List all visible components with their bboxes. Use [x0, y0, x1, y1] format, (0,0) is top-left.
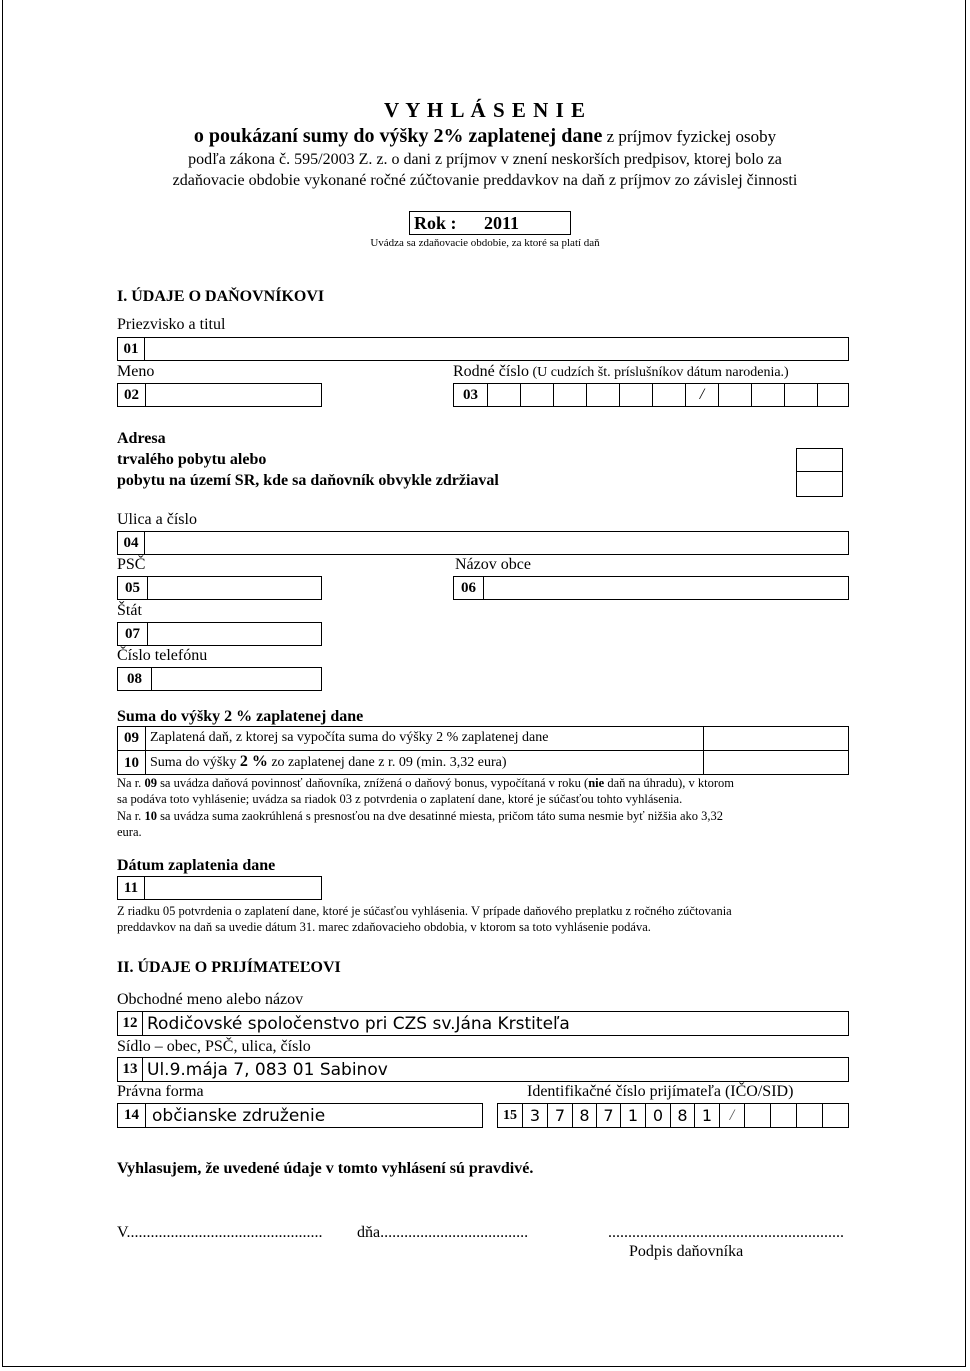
field-number-03: 03 [454, 384, 488, 406]
birth-cell[interactable] [620, 384, 653, 406]
field-number-06: 06 [454, 577, 484, 599]
phone-label: Číslo telefónu [117, 647, 208, 664]
birth-number-field[interactable] [453, 383, 849, 407]
recipient-name-value: Rodičovské spoločenstvo pri CZS sv.Jána Krstiteľa [147, 1013, 570, 1034]
field-number-12: 12 [118, 1012, 143, 1035]
header-line-3: zdaňovacie obdobie vykonané ročné zúčtovanie preddavkov na daň z príjmov zo závislej činnosti [172, 172, 798, 189]
pay-date-note-1: Z riadku 05 potvrdenia o zaplatení dane, ktoré je súčasťou vyhlásenia. V prípade daňového preplatku z ročného zúčtovania [117, 904, 732, 918]
legal-form-label: Právna forma [117, 1083, 204, 1100]
field-number-01: 01 [118, 338, 145, 360]
note1d: nie [588, 776, 605, 790]
birth-number-label [453, 363, 789, 381]
sum-note-4: eura. [117, 825, 142, 839]
pay-date-title: Dátum zaplatenia dane [117, 857, 276, 874]
field-number-15: 15 [498, 1104, 523, 1127]
year-note: Uvádza sa zdaňovacie obdobie, za ktoré sa platí daň [370, 237, 600, 249]
ico-digit[interactable] [745, 1104, 771, 1127]
address-checkbox-permanent[interactable] [796, 448, 843, 472]
birth-cell[interactable] [785, 384, 818, 406]
city-field[interactable] [453, 576, 849, 600]
address-line-3: pobytu na území SR, kde sa daňovník obvykle zdržiaval [117, 472, 499, 489]
sum-value-column[interactable] [703, 727, 704, 774]
row-10-a: Suma do výšky [150, 755, 240, 770]
section-1-title: I. ÚDAJE O DAŇOVNÍKOVI [117, 288, 325, 305]
ico-slash: / [720, 1104, 745, 1127]
sum-table-divider [118, 750, 848, 751]
phone-field[interactable] [117, 667, 322, 691]
date-field[interactable]: dňa..................................... [357, 1224, 529, 1241]
place-field[interactable]: V................................................. [117, 1224, 323, 1241]
header-line-2: podľa zákona č. 595/2003 Z. z. o dani z príjmov v znení neskorších predpisov, ktorej bolo za [188, 151, 782, 168]
ico-digit[interactable] [771, 1104, 797, 1127]
birth-cell[interactable] [653, 384, 686, 406]
field-number-04: 04 [118, 532, 145, 554]
note1e: daň na úhradu), v ktorom [604, 776, 735, 790]
sum-note-1 [117, 775, 734, 791]
address-checkbox-residence[interactable] [796, 471, 843, 497]
field-number-10: 10 [118, 751, 146, 775]
sum-table [117, 726, 849, 775]
birth-cell[interactable] [752, 384, 785, 406]
ico-label: Identifikačné číslo prijímateľa (IČO/SID) [527, 1083, 794, 1100]
subtitle-rest: z príjmov fyzickej osoby [602, 127, 777, 146]
ico-digit[interactable] [823, 1104, 848, 1127]
form-subtitle [0, 125, 970, 148]
address-line-1: Adresa [117, 430, 166, 447]
section-2-title: II. ÚDAJE O PRIJÍMATEĽOVI [117, 959, 341, 976]
recipient-name-label: Obchodné meno alebo názov [117, 991, 304, 1008]
note1a: Na r. [117, 776, 145, 790]
sum-title: Suma do výšky 2 % zaplatenej dane [117, 708, 364, 725]
street-label: Ulica a číslo [117, 511, 197, 528]
surname-label: Priezvisko a titul [117, 316, 226, 333]
note1c: sa uvádza daňová povinnosť daňovníka, znížená o daňový bonus, vypočítaná v roku ( [156, 776, 589, 790]
ico-digit[interactable]: 1 [621, 1104, 646, 1127]
year-box[interactable] [409, 211, 571, 235]
field-number-08: 08 [118, 668, 152, 690]
ico-digit[interactable] [797, 1104, 823, 1127]
street-field[interactable] [117, 531, 849, 555]
ico-digit[interactable]: 8 [573, 1104, 597, 1127]
birth-cell[interactable] [719, 384, 752, 406]
birth-label-note: (U cudzích št. príslušníkov dátum narodenia.) [529, 365, 789, 380]
sum-note-3 [117, 808, 723, 824]
year-label: Rok : [414, 213, 457, 233]
ico-digit[interactable]: 7 [548, 1104, 573, 1127]
psc-label: PSČ [117, 556, 146, 573]
birth-cell[interactable] [587, 384, 620, 406]
row-10-b: zo zaplatenej dane z r. 09 (min. 3,32 eura) [267, 755, 507, 770]
recipient-name-field[interactable] [117, 1011, 849, 1036]
row-09-label: Zaplatená daň, z ktorej sa vypočíta suma do výšky 2 % zaplatenej dane [150, 730, 549, 745]
field-number-14: 14 [118, 1104, 146, 1127]
year-value: 2011 [484, 213, 520, 233]
birth-cell[interactable] [521, 384, 554, 406]
legal-form-value: občianske združenie [152, 1105, 326, 1126]
pay-date-note-2: preddavkov na daň sa uvedie dátum 31. marec zdaňovacieho obdobia, v ktorom sa toto vyhlásenie podáva. [117, 920, 651, 934]
sum-note-2: sa podáva toto vyhlásenie; uvádza sa riadok 03 z potvrdenia o zaplatení dane, ktoré je súčasťou tohto vyhlásenia. [117, 792, 683, 806]
state-field[interactable] [117, 622, 322, 646]
note3b: 10 [144, 809, 157, 823]
form-title: V Y H L Á S E N I E [383, 98, 587, 122]
address-line-2: trvalého pobytu alebo [117, 451, 267, 468]
ico-digit[interactable]: 1 [695, 1104, 720, 1127]
field-number-05: 05 [118, 577, 148, 599]
field-number-11: 11 [118, 877, 145, 899]
birth-label-main: Rodné číslo [453, 363, 529, 380]
recipient-seat-label: Sídlo – obec, PSČ, ulica, číslo [117, 1038, 311, 1055]
state-label: Štát [117, 602, 142, 619]
ico-field[interactable] [497, 1103, 849, 1128]
field-number-09: 09 [118, 727, 146, 750]
birth-cell[interactable] [488, 384, 521, 406]
signature-label: Podpis daňovníka [629, 1243, 744, 1260]
subtitle-bold: o poukázaní sumy do výšky 2% zaplatenej dane [193, 125, 603, 147]
first-name-field[interactable] [117, 383, 322, 407]
ico-digit[interactable]: 8 [671, 1104, 695, 1127]
declaration: Vyhlasujem, že uvedené údaje v tomto vyhlásení sú pravdivé. [117, 1160, 534, 1177]
birth-slash: / [686, 384, 719, 406]
note3a: Na r. [117, 809, 145, 823]
surname-field[interactable] [117, 337, 849, 361]
signature-line[interactable]: ........................................................... [608, 1224, 844, 1241]
field-number-13: 13 [118, 1058, 143, 1081]
legal-form-field[interactable] [117, 1103, 483, 1128]
field-number-02: 02 [118, 384, 146, 406]
note1b: 09 [144, 776, 157, 790]
city-label: Názov obce [455, 556, 531, 573]
ico-digit[interactable]: 0 [646, 1104, 671, 1127]
field-number-07: 07 [118, 623, 148, 645]
row-10-big: 2 % [239, 753, 268, 770]
first-name-label: Meno [117, 363, 155, 380]
birth-cell[interactable] [554, 384, 587, 406]
note3c: sa uvádza suma zaokrúhlená s presnosťou na dve desatinné miesta, pričom táto suma nesmie byť nižšia ako 3,32 [156, 809, 724, 823]
ico-digit[interactable]: 7 [597, 1104, 621, 1127]
row-10-label [150, 753, 507, 771]
pay-date-field[interactable] [117, 876, 322, 900]
recipient-seat-value: Ul.9.mája 7, 083 01 Sabinov [147, 1059, 388, 1080]
ico-digit[interactable]: 3 [523, 1104, 548, 1127]
psc-field[interactable] [117, 576, 322, 600]
recipient-seat-field[interactable] [117, 1057, 849, 1082]
